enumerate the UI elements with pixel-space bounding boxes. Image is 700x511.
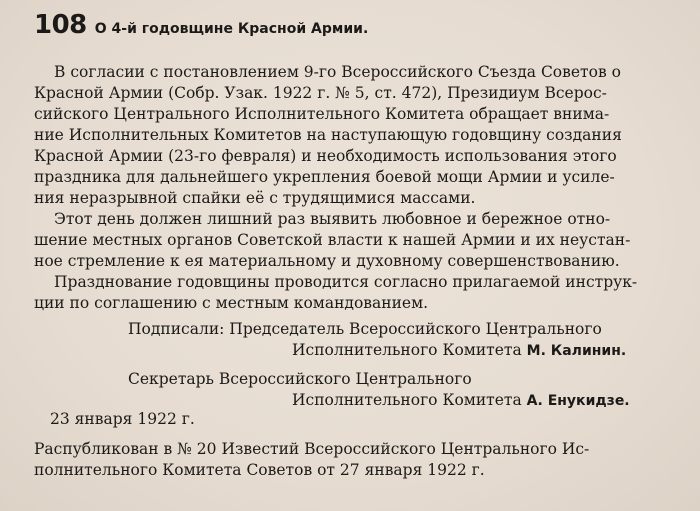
- secretary-committee-text: Исполнительного Комитета: [292, 391, 522, 409]
- paragraph-1-line-6: праздника для дальнейшего укрепления боевой мощи Армии и усиле-: [34, 168, 615, 186]
- paragraph-1-line-7: ния неразрывной спайки её с трудящимися массами.: [34, 189, 476, 207]
- document-date: 23 января 1922 г.: [50, 410, 195, 428]
- page-number: 108: [34, 10, 87, 40]
- paragraph-2-line-3: ное стремление к ея материальному и духовному совершенствованию.: [34, 252, 620, 270]
- publication-note-line-2: полнительного Комитета Советов от 27 января 1922 г.: [34, 461, 485, 479]
- signature-name-enukidze: А. Енукидзе.: [526, 393, 630, 409]
- publication-note-line-1: Распубликован в № 20 Известий Всероссийского Центрального Ис-: [34, 440, 590, 458]
- paragraph-1-line-2: Красной Армии (Собр. Узак. 1922 г. № 5, ст. 472), Президиум Всерос-: [34, 84, 607, 102]
- signature-secretary-title: Секретарь Всероссийского Центрального: [128, 370, 472, 388]
- signature-chairman-title: Подписали: Председатель Всероссийского Центрального: [128, 320, 602, 338]
- paragraph-1-line-5: Красной Армии (23-го февраля) и необходимость использования этого: [34, 147, 617, 165]
- signature-secretary-committee: [292, 391, 630, 411]
- paragraph-2-line-2: шение местных органов Советской власти к нашей Армии и их неустан-: [34, 231, 631, 249]
- paragraph-1-line-3: сийского Центрального Исполнительного Комитета обращает внима-: [34, 105, 610, 123]
- signature-chairman-committee: [292, 341, 626, 361]
- document-heading: [34, 10, 368, 40]
- paragraph-2-line-1: Этот день должен лишний раз выявить любовное и бережное отно-: [54, 210, 611, 228]
- chairman-committee-text: Исполнительного Комитета: [292, 341, 522, 359]
- paragraph-1-line-4: ние Исполнительных Комитетов на наступающую годовщину создания: [34, 126, 622, 144]
- paragraph-1-line-1: В согласии с постановлением 9-го Всероссийского Съезда Советов о: [54, 63, 621, 81]
- document-title: О 4-й годовщине Красной Армии.: [94, 21, 369, 37]
- signature-name-kalinin: М. Калинин.: [526, 343, 627, 359]
- paragraph-3-line-2: ции по соглашению с местным командованием.: [34, 294, 429, 312]
- paragraph-3-line-1: Празднование годовщины проводится согласно прилагаемой инструк-: [54, 273, 638, 291]
